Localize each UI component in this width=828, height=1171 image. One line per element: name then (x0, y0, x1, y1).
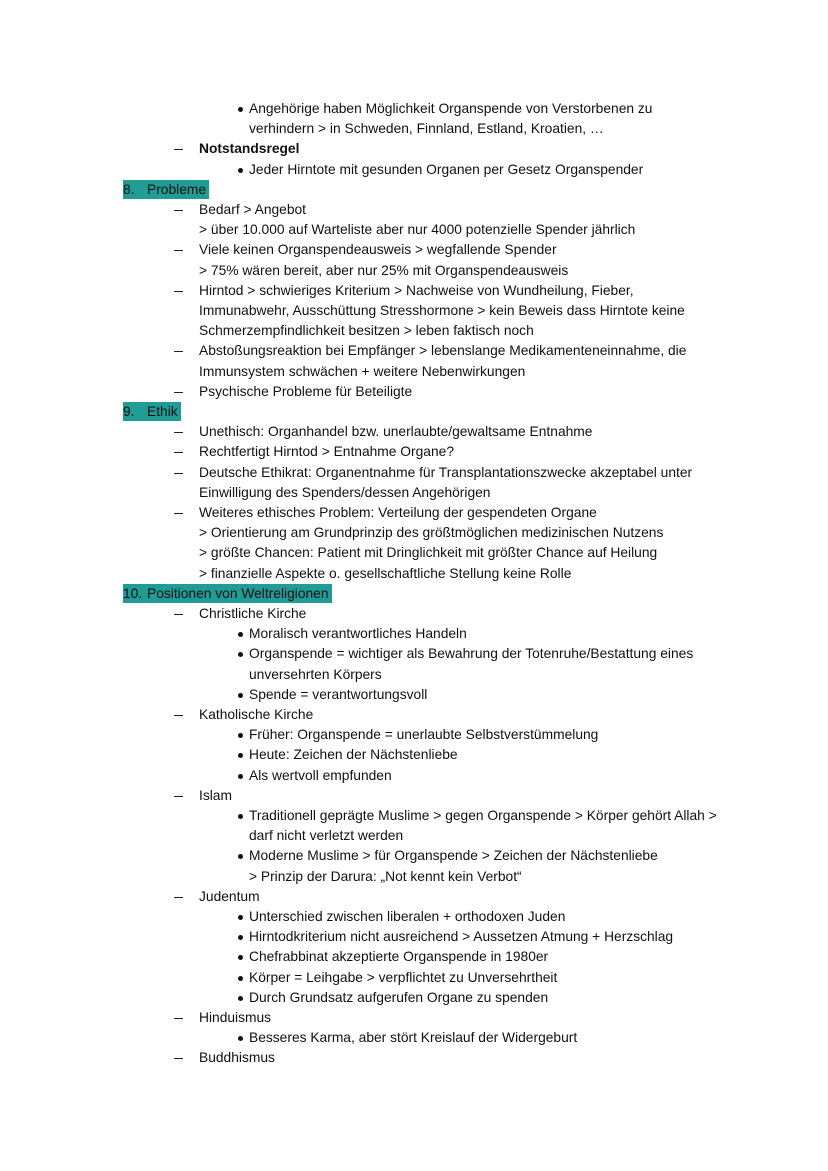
section-heading (123, 402, 181, 421)
line-text: Psychische Probleme für Beteiligte (199, 383, 413, 399)
bullet-icon (238, 652, 243, 657)
line-text: Durch Grundsatz aufgerufen Organe zu spenden (249, 989, 549, 1005)
line-text: Unterschied zwischen liberalen + orthodoxen Juden (249, 909, 566, 924)
bullet-icon (238, 814, 243, 819)
line-text: Jeder Hirntote mit gesunden Organen per Gesetz Organspender (249, 161, 644, 177)
line-text: Deutsche Ethikrat: Organentnahme für Transplantationszwecke akzeptabel unter (199, 464, 693, 480)
line-text: Katholische Kirche (199, 707, 314, 722)
line-text: Immunabwehr, Ausschüttung Stresshormone > kein Beweis dass Hirntote keine (199, 303, 685, 318)
bullet-icon (238, 854, 243, 859)
bullet-icon (238, 693, 243, 698)
line-text: Judentum (199, 888, 260, 904)
line-text: Christliche Kirche (199, 606, 307, 621)
bullet-icon (238, 107, 243, 112)
bullet-icon (238, 1036, 243, 1041)
dash-marker (174, 149, 183, 150)
line-text: Früher: Organspende = unerlaubte Selbstverstümmelung (249, 727, 599, 743)
section-number: 10. (123, 585, 143, 601)
section-title: Positionen von Weltreligionen (147, 585, 329, 601)
dash-marker (174, 1058, 183, 1059)
dash-marker (174, 250, 183, 251)
bullet-icon (238, 976, 243, 981)
line-text: Moderne Muslime > für Organspende > Zeichen der Nächstenliebe (249, 848, 658, 864)
line-text: > Prinzip der Darura: „Not kennt kein Verbot“ (249, 868, 522, 884)
line-text: Angehörige haben Möglichkeit Organspende von Verstorbenen zu (249, 101, 653, 116)
dash-marker (174, 291, 183, 292)
line-text: Unethisch: Organhandel bzw. unerlaubte/gewaltsame Entnahme (199, 424, 593, 440)
line-text: Schmerzempfindlichkeit besitzen > leben faktisch noch (199, 323, 534, 339)
bullet-icon (238, 632, 243, 637)
bullet-icon (238, 733, 243, 738)
line-text: Traditionell geprägte Muslime > gegen Organspende > Körper gehört Allah > (249, 808, 717, 823)
section-number: 9. (123, 404, 135, 419)
dash-marker (174, 897, 183, 898)
line-text: Hirntod > schwieriges Kriterium > Nachweise von Wundheilung, Fieber, (199, 282, 634, 298)
line-text: Chefrabbinat akzeptierte Organspende in 1980er (249, 949, 549, 965)
dash-marker (174, 1018, 183, 1019)
dash-marker (174, 715, 183, 716)
line-text: Islam (199, 787, 232, 803)
dash-marker (174, 614, 183, 615)
bullet-icon (238, 996, 243, 1001)
bullet-icon (238, 915, 243, 920)
bullet-icon (238, 753, 243, 758)
line-text: Besseres Karma, aber stört Kreislauf der Widergeburt (249, 1030, 578, 1046)
dash-marker (174, 210, 183, 211)
line-text: Viele keinen Organspendeausweis > wegfallende Spender (199, 242, 557, 258)
line-text: Weiteres ethisches Problem: Verteilung der gespendeten Organe (199, 505, 597, 520)
line-text: > Orientierung am Grundprinzip des größtmöglichen medizinischen Nutzens (199, 525, 664, 541)
line-text: Spende = verantwortungsvoll (249, 686, 428, 702)
dash-marker (174, 432, 183, 433)
bullet-icon (238, 955, 243, 960)
line-text: > größte Chancen: Patient mit Dringlichkeit mit größter Chance auf Heilung (199, 545, 658, 561)
dash-marker (174, 513, 183, 514)
line-text: Rechtfertigt Hirntod > Entnahme Organe? (199, 444, 454, 460)
line-text: Abstoßungsreaktion bei Empfänger > lebenslange Medikamenteneinnahme, die (199, 343, 687, 359)
bullet-icon (238, 774, 243, 779)
section-title: Ethik (147, 404, 178, 419)
line-text: > 75% wären bereit, aber nur 25% mit Organspendeausweis (199, 262, 569, 278)
line-text: Körper = Leihgabe > verpflichtet zu Unversehrtheit (249, 969, 558, 985)
line-text: verhindern > in Schweden, Finnland, Estland, Kroatien, … (249, 121, 604, 137)
line-text: Bedarf > Angebot (199, 202, 307, 217)
line-text: Buddhismus (199, 1050, 275, 1066)
line-text: darf nicht verletzt werden (249, 828, 404, 844)
section-title: Probleme (147, 181, 207, 197)
dash-marker (174, 452, 183, 453)
line-text: Moralisch verantwortliches Handeln (249, 626, 467, 642)
dash-marker (174, 392, 183, 393)
line-text: unversehrten Körpers (249, 666, 382, 682)
dash-marker (174, 473, 183, 474)
line-text: Immunsystem schwächen + weitere Nebenwirkungen (199, 363, 526, 379)
line-text: Organspende = wichtiger als Bewahrung der Totenruhe/Bestattung eines (249, 646, 694, 662)
line-text: Hirntodkriterium nicht ausreichend > Aussetzen Atmung + Herzschlag (249, 929, 674, 945)
line-text: > finanzielle Aspekte o. gesellschaftliche Stellung keine Rolle (199, 565, 572, 581)
dash-marker (174, 796, 183, 797)
line-text: Notstandsregel (199, 141, 300, 157)
line-text: > über 10.000 auf Warteliste aber nur 4000 potenzielle Spender jährlich (199, 222, 636, 238)
line-text: Als wertvoll empfunden (249, 767, 392, 783)
bullet-icon (238, 168, 243, 173)
line-text: Heute: Zeichen der Nächstenliebe (249, 747, 458, 763)
section-heading (123, 180, 209, 199)
bullet-icon (238, 935, 243, 940)
section-number: 8. (123, 181, 135, 197)
line-text: Hinduismus (199, 1010, 272, 1025)
section-heading (123, 584, 332, 603)
line-text: Einwilligung des Spenders/dessen Angehörigen (199, 484, 491, 500)
dash-marker (174, 351, 183, 352)
